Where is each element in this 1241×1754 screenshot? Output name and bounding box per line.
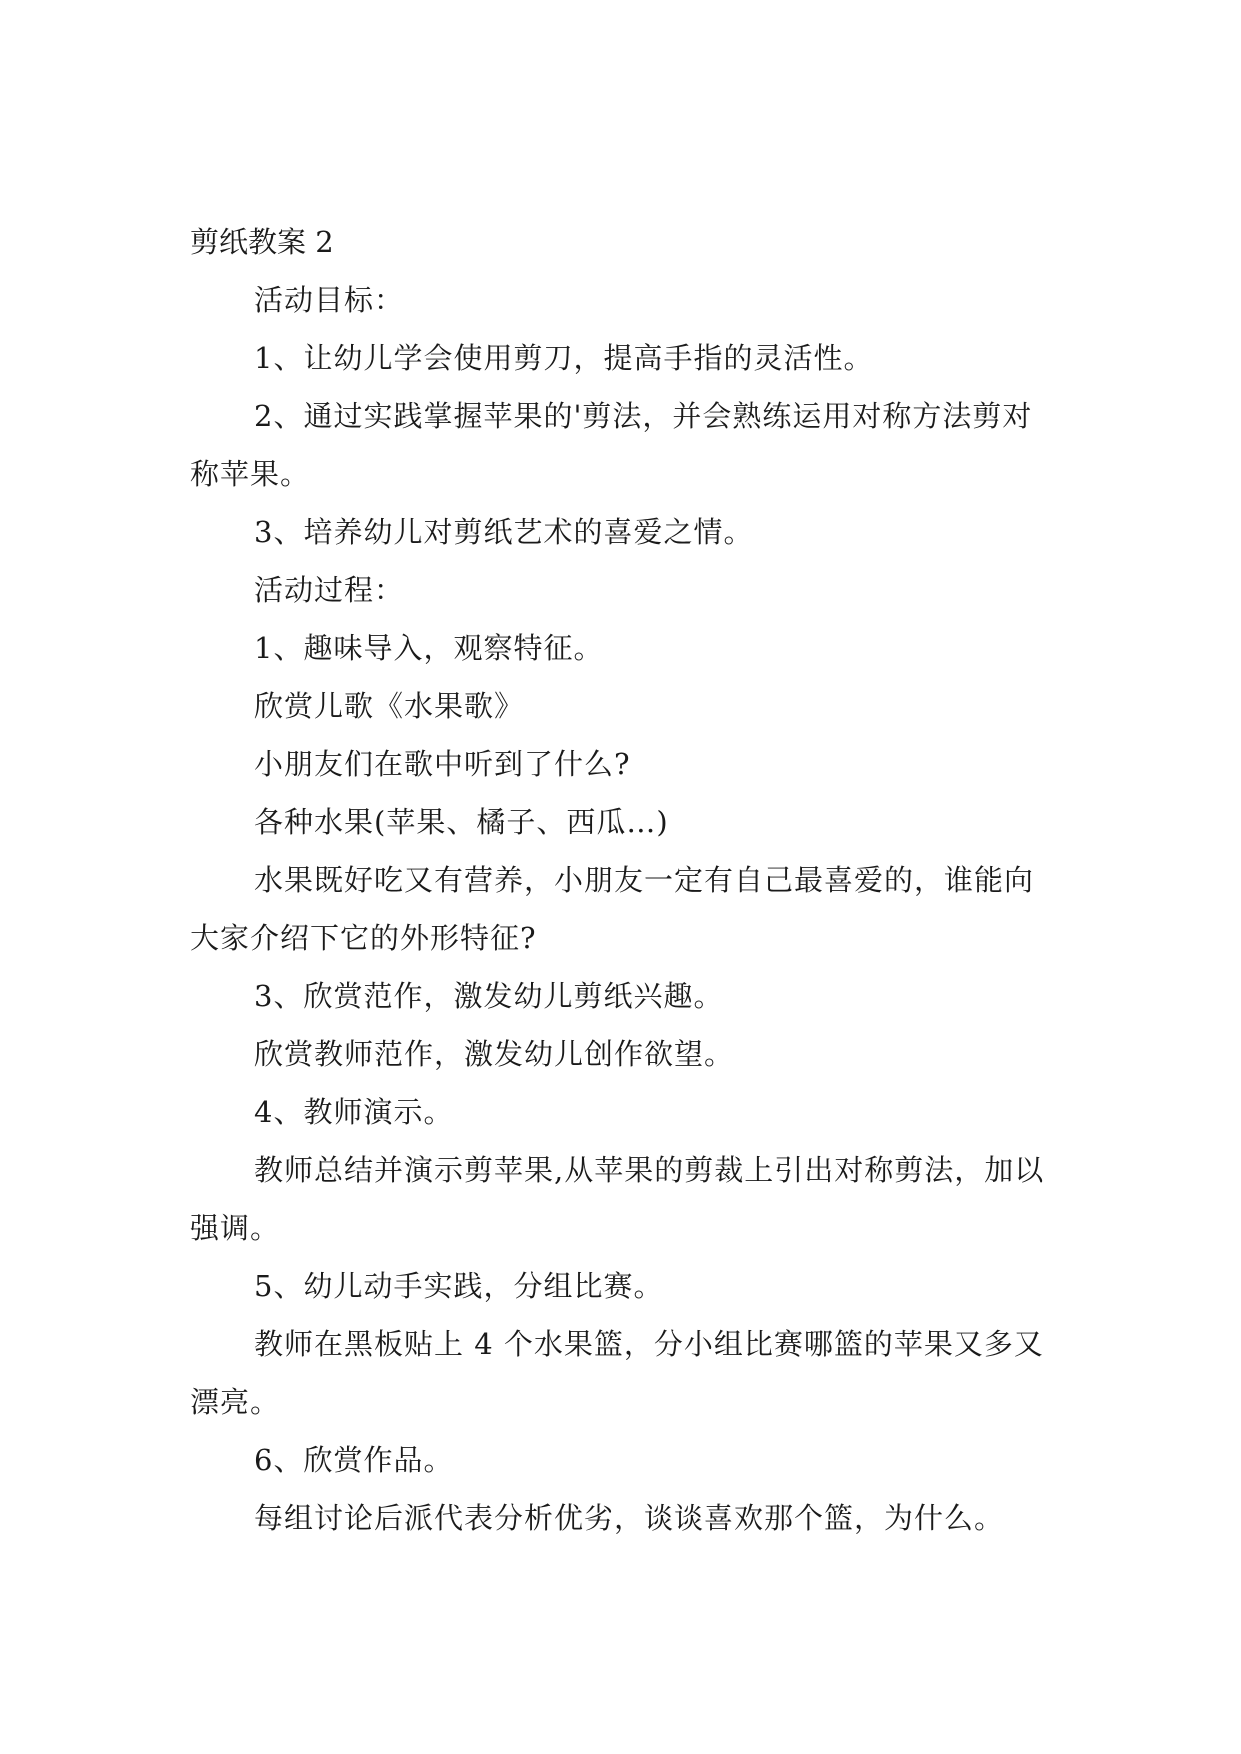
paragraph-goals-heading: 活动目标： [254, 283, 405, 317]
paragraph-step-4: 4、教师演示。 [254, 1095, 454, 1129]
paragraph-step-3: 3、欣赏范作，激发幼儿剪纸兴趣。 [254, 979, 724, 1013]
paragraph-step-1: 1、趣味导入，观察特征。 [254, 631, 604, 665]
document-body [190, 213, 1062, 1547]
document-title: 剪纸教案 2 [190, 225, 334, 259]
paragraph-demo: 教师总结并演示剪苹果,从苹果的剪裁上引出对称剪法，加以强调。 [190, 1153, 1045, 1245]
paragraph-step-6: 6、欣赏作品。 [254, 1443, 454, 1477]
paragraph-song: 欣赏儿歌《水果歌》 [254, 689, 525, 723]
paragraph-question: 小朋友们在歌中听到了什么? [254, 747, 631, 781]
paragraph-step-5: 5、幼儿动手实践，分组比赛。 [254, 1269, 664, 1303]
paragraph-goal-3: 3、培养幼儿对剪纸艺术的喜爱之情。 [254, 515, 754, 549]
paragraph-fruit-intro: 水果既好吃又有营养，小朋友一定有自己最喜爱的，谁能向大家介绍下它的外形特征? [190, 863, 1035, 955]
paragraph-process-heading: 活动过程： [254, 573, 405, 607]
paragraph-goal-1: 1、让幼儿学会使用剪刀，提高手指的灵活性。 [254, 341, 874, 375]
paragraph-teacher-work: 欣赏教师范作，激发幼儿创作欲望。 [254, 1037, 735, 1071]
paragraph-competition: 教师在黑板贴上 4 个水果篮，分小组比赛哪篮的苹果又多又漂亮。 [190, 1327, 1044, 1419]
paragraph-fruits: 各种水果(苹果、橘子、西瓜…) [254, 805, 669, 839]
paragraph-discussion: 每组讨论后派代表分析优劣，谈谈喜欢那个篮，为什么。 [254, 1501, 1005, 1535]
paragraph-goal-2: 2、通过实践掌握苹果的'剪法，并会熟练运用对称方法剪对称苹果。 [190, 399, 1033, 491]
